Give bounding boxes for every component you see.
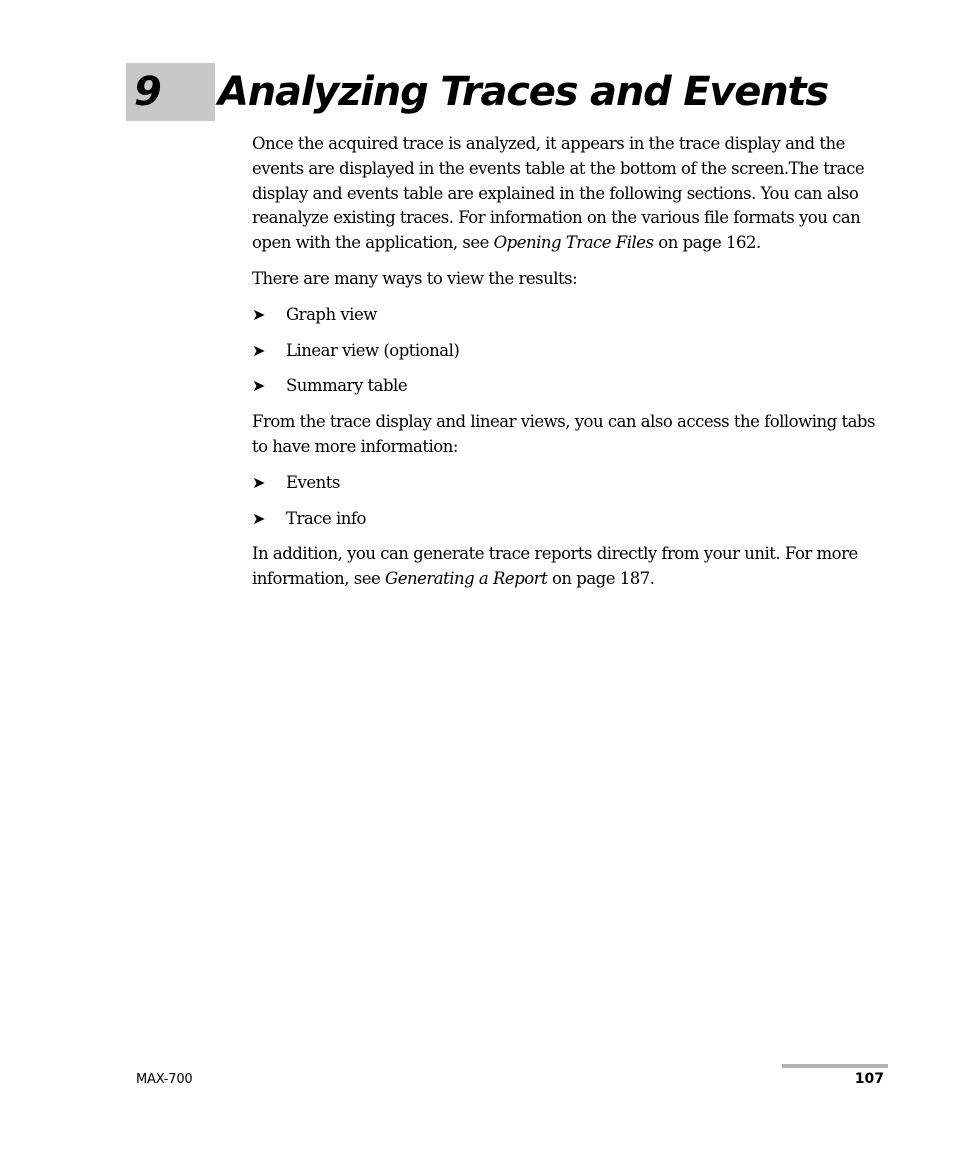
list-item (252, 339, 892, 364)
report-page-reference: on page 187. (547, 569, 655, 589)
views-intro: There are many ways to view the results: (252, 268, 578, 288)
intro-page-reference: on page 162. (653, 233, 761, 253)
list-item-text: Trace info (286, 508, 366, 528)
list-item-text: Graph view (286, 304, 377, 324)
opening-trace-files-reference[interactable]: Opening Trace Files (493, 233, 654, 253)
intro-text: Once the acquired trace is analyzed, it appears in the trace display and the events are displayed in the events table at the bottom of the screen.The trace display and events table are explained in the following sections. You can also reanalyze existing traces. For information on the various file formats you can open with the application, see (252, 134, 865, 253)
chapter-number: 9 (134, 69, 161, 115)
tabs-list (252, 471, 892, 532)
list-item-text: Events (286, 472, 340, 492)
footer-rule (782, 1064, 888, 1068)
arrow-bullet-icon: ➤ (252, 304, 265, 324)
footer-page-number: 107 (854, 1071, 884, 1087)
list-item (252, 507, 892, 532)
arrow-bullet-icon: ➤ (252, 340, 265, 360)
list-item-text: Summary table (286, 376, 408, 396)
chapter-title: Analyzing Traces and Events (218, 69, 828, 115)
report-paragraph (252, 542, 892, 592)
chapter-body (252, 132, 892, 603)
tabs-intro: From the trace display and linear views, you can also access the following tabs to have more information: (252, 412, 875, 456)
arrow-bullet-icon: ➤ (252, 376, 265, 396)
report-text: In addition, you can generate trace reports directly from your unit. For more information, see (252, 544, 858, 589)
footer-product-name: MAX-700 (136, 1072, 193, 1087)
arrow-bullet-icon: ➤ (252, 472, 265, 492)
intro-paragraph (252, 132, 892, 256)
views-list (252, 303, 892, 399)
generating-a-report-reference[interactable]: Generating a Report (385, 569, 548, 589)
list-item (252, 303, 892, 328)
list-item (252, 374, 892, 399)
list-item-text: Linear view (optional) (286, 340, 460, 360)
arrow-bullet-icon: ➤ (252, 508, 265, 528)
list-item (252, 471, 892, 496)
